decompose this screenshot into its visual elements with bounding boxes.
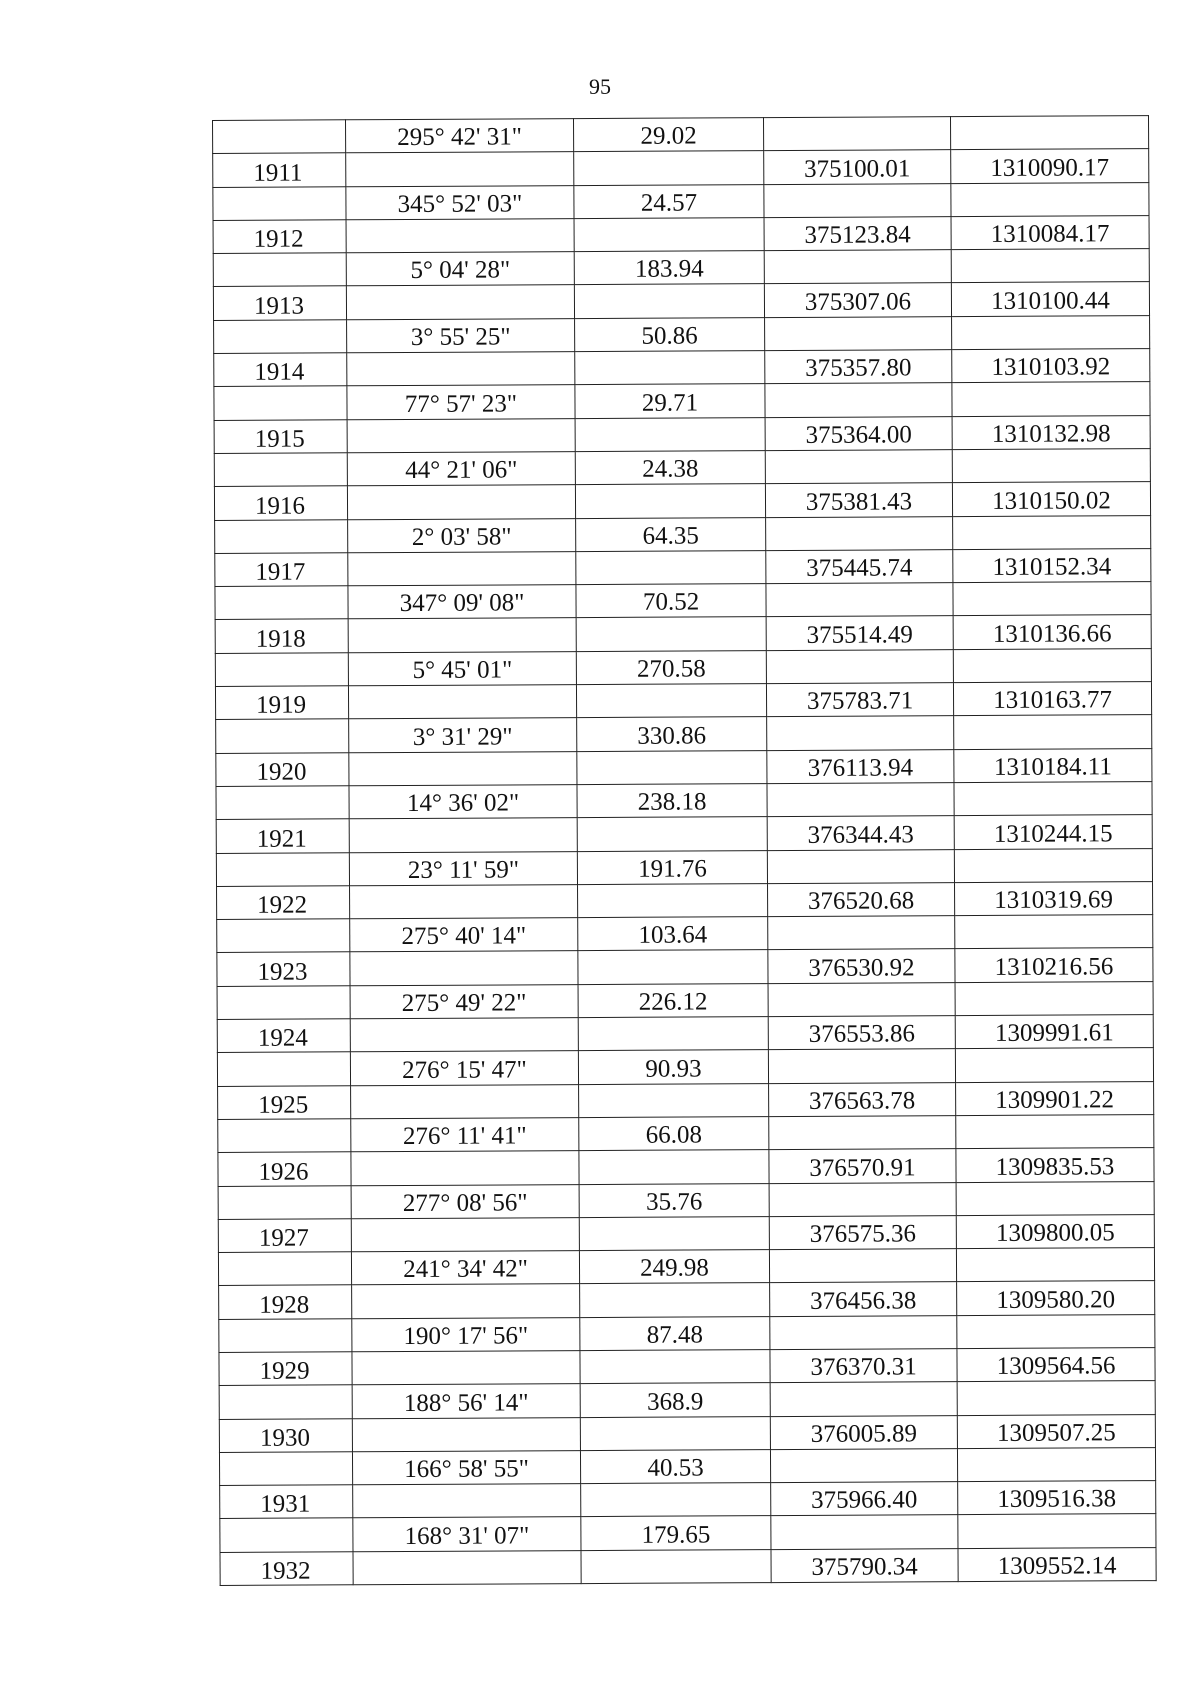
easting-coordinate: 1310152.34 <box>953 548 1151 582</box>
table-row <box>216 848 1152 886</box>
northing-coordinate: 376344.43 <box>767 816 954 850</box>
table-row <box>214 415 1150 453</box>
bearing-value <box>349 751 577 785</box>
northing-coordinate: 375357.80 <box>765 350 952 384</box>
bearing-value: 295° 42' 31" <box>346 119 574 153</box>
table-row <box>219 1314 1155 1352</box>
table-row <box>213 116 1149 154</box>
station-number: 1914 <box>214 353 347 387</box>
bearing-value: 3° 31' 29" <box>349 718 577 752</box>
table-row <box>213 282 1149 320</box>
easting-coordinate <box>953 648 1151 682</box>
distance-value: 50.86 <box>575 317 765 351</box>
northing-coordinate <box>766 649 953 683</box>
northing-coordinate: 376575.36 <box>769 1215 956 1249</box>
station-number <box>217 919 350 953</box>
bearing-value <box>352 1417 580 1451</box>
northing-coordinate <box>765 383 952 417</box>
bearing-value <box>352 1284 580 1318</box>
station-number <box>218 1185 351 1219</box>
station-number: 1927 <box>218 1219 351 1253</box>
northing-coordinate: 376456.38 <box>770 1282 957 1316</box>
station-number: 1929 <box>219 1352 352 1386</box>
northing-coordinate: 376530.92 <box>768 949 955 983</box>
easting-coordinate <box>952 449 1150 483</box>
table-row <box>217 881 1153 919</box>
bearing-value <box>349 818 577 852</box>
station-number <box>214 386 347 420</box>
easting-coordinate <box>955 981 1153 1015</box>
station-number <box>213 253 346 287</box>
table-row <box>213 249 1149 287</box>
bearing-value: 277° 08' 56" <box>351 1184 579 1218</box>
table-row <box>216 815 1152 853</box>
table-row <box>215 515 1151 553</box>
traverse-table-body <box>213 116 1157 1586</box>
station-number: 1930 <box>219 1418 352 1452</box>
easting-coordinate <box>954 715 1152 749</box>
northing-coordinate <box>770 1382 957 1416</box>
table-row <box>218 1148 1154 1186</box>
northing-coordinate: 376570.91 <box>769 1149 956 1183</box>
easting-coordinate <box>955 915 1153 949</box>
northing-coordinate <box>763 117 950 151</box>
distance-value: 70.52 <box>576 584 766 618</box>
bearing-value: 347° 09' 08" <box>348 585 576 619</box>
distance-value <box>574 218 764 252</box>
bearing-value: 23° 11' 59" <box>349 851 577 885</box>
easting-coordinate: 1309800.05 <box>956 1214 1154 1248</box>
easting-coordinate: 1309516.38 <box>958 1481 1156 1515</box>
table-row <box>213 182 1149 220</box>
station-number: 1922 <box>217 886 350 920</box>
easting-coordinate: 1310184.11 <box>954 748 1152 782</box>
table-row <box>219 1447 1155 1485</box>
bearing-value <box>348 551 576 585</box>
distance-value <box>574 284 764 318</box>
distance-value: 29.71 <box>575 384 765 418</box>
station-number <box>214 320 347 354</box>
northing-coordinate <box>767 849 954 883</box>
station-number: 1923 <box>217 952 350 986</box>
northing-coordinate: 375790.34 <box>771 1548 958 1582</box>
easting-coordinate <box>952 382 1150 416</box>
distance-value: 87.48 <box>580 1316 770 1350</box>
table-row <box>217 948 1153 986</box>
station-number: 1928 <box>219 1285 352 1319</box>
bearing-value: 276° 15' 47" <box>350 1051 578 1085</box>
table-row <box>214 382 1150 420</box>
distance-value: 226.12 <box>578 983 768 1017</box>
northing-coordinate: 376553.86 <box>768 1016 955 1050</box>
bearing-value: 5° 45' 01" <box>348 651 576 685</box>
distance-value: 103.64 <box>578 917 768 951</box>
distance-value: 191.76 <box>577 850 767 884</box>
table-row <box>217 1048 1153 1086</box>
station-number: 1916 <box>214 486 347 520</box>
easting-coordinate <box>951 249 1149 283</box>
northing-coordinate: 375783.71 <box>766 683 953 717</box>
easting-coordinate <box>957 1314 1155 1348</box>
distance-value: 330.86 <box>577 717 767 751</box>
bearing-value <box>346 218 574 252</box>
easting-coordinate: 1309552.14 <box>958 1547 1156 1581</box>
easting-coordinate: 1310150.02 <box>952 482 1150 516</box>
station-number <box>215 519 348 553</box>
distance-value: 24.38 <box>575 451 765 485</box>
easting-coordinate <box>956 1248 1154 1282</box>
distance-value: 249.98 <box>579 1250 769 1284</box>
table-row <box>217 1015 1153 1053</box>
easting-coordinate <box>956 1181 1154 1215</box>
easting-coordinate: 1310084.17 <box>951 215 1149 249</box>
station-number <box>218 1119 351 1153</box>
northing-coordinate: 375100.01 <box>764 150 951 184</box>
easting-coordinate <box>957 1447 1155 1481</box>
northing-coordinate <box>769 1249 956 1283</box>
distance-value: 238.18 <box>577 784 767 818</box>
northing-coordinate <box>765 316 952 350</box>
distance-value: 35.76 <box>579 1183 769 1217</box>
station-number <box>216 719 349 753</box>
station-number: 1932 <box>220 1552 353 1586</box>
distance-value <box>576 617 766 651</box>
distance-value <box>580 1350 770 1384</box>
northing-coordinate <box>764 250 951 284</box>
easting-coordinate <box>952 315 1150 349</box>
station-number <box>213 120 346 154</box>
page-number: 95 <box>589 74 611 99</box>
station-number <box>216 852 349 886</box>
station-number: 1931 <box>220 1485 353 1519</box>
bearing-value <box>351 1151 579 1185</box>
northing-coordinate: 375966.40 <box>771 1482 958 1516</box>
northing-coordinate: 375514.49 <box>766 616 953 650</box>
bearing-value: 188° 56' 14" <box>352 1384 580 1418</box>
station-number: 1912 <box>213 220 346 254</box>
northing-coordinate <box>770 1448 957 1482</box>
easting-coordinate <box>954 782 1152 816</box>
table-row <box>215 648 1151 686</box>
station-number <box>219 1385 352 1419</box>
distance-value: 40.53 <box>580 1449 770 1483</box>
distance-value <box>575 484 765 518</box>
distance-value <box>578 950 768 984</box>
bearing-value: 168° 31' 07" <box>353 1517 581 1551</box>
northing-coordinate: 375445.74 <box>766 549 953 583</box>
distance-value: 183.94 <box>574 251 764 285</box>
distance-value <box>581 1549 771 1583</box>
bearing-value: 14° 36' 02" <box>349 785 577 819</box>
station-number: 1915 <box>214 419 347 453</box>
station-number <box>219 1318 352 1352</box>
table-row <box>214 482 1150 520</box>
bearing-value <box>350 1018 578 1052</box>
bearing-value <box>353 1550 581 1584</box>
easting-coordinate: 1309564.56 <box>957 1348 1155 1382</box>
bearing-value <box>351 1217 579 1251</box>
table-row <box>213 215 1149 253</box>
easting-coordinate: 1309901.22 <box>956 1081 1154 1115</box>
station-number: 1918 <box>215 619 348 653</box>
station-number <box>215 653 348 687</box>
distance-value: 29.02 <box>573 118 763 152</box>
bearing-value <box>351 1084 579 1118</box>
northing-coordinate <box>766 583 953 617</box>
northing-coordinate: 375381.43 <box>765 483 952 517</box>
northing-coordinate <box>767 783 954 817</box>
northing-coordinate <box>770 1315 957 1349</box>
distance-value: 90.93 <box>578 1050 768 1084</box>
northing-coordinate: 375364.00 <box>765 416 952 450</box>
northing-coordinate: 376370.31 <box>770 1349 957 1383</box>
table-row <box>216 782 1152 820</box>
station-number <box>219 1452 352 1486</box>
distance-value <box>578 1017 768 1051</box>
bearing-value <box>350 884 578 918</box>
table-row <box>218 1114 1154 1152</box>
northing-coordinate <box>769 1116 956 1150</box>
northing-coordinate <box>768 982 955 1016</box>
bearing-value: 190° 17' 56" <box>352 1317 580 1351</box>
station-number <box>220 1518 353 1552</box>
easting-coordinate: 1310100.44 <box>951 282 1149 316</box>
distance-value <box>575 417 765 451</box>
station-number <box>217 986 350 1020</box>
station-number: 1911 <box>213 153 346 187</box>
distance-value <box>576 550 766 584</box>
table-row <box>219 1281 1155 1319</box>
distance-value <box>579 1083 769 1117</box>
traverse-table <box>212 115 1157 1586</box>
distance-value <box>580 1416 770 1450</box>
distance-value <box>577 750 767 784</box>
bearing-value: 166° 58' 55" <box>352 1450 580 1484</box>
distance-value: 24.57 <box>574 184 764 218</box>
easting-coordinate: 1310136.66 <box>953 615 1151 649</box>
table-row <box>216 715 1152 753</box>
distance-value: 64.35 <box>576 517 766 551</box>
distance-value <box>574 151 764 185</box>
northing-coordinate <box>764 183 951 217</box>
bearing-value <box>353 1484 581 1518</box>
bearing-value: 44° 21' 06" <box>347 452 575 486</box>
bearing-value: 5° 04' 28" <box>346 252 574 286</box>
bearing-value: 2° 03' 58" <box>348 518 576 552</box>
station-number: 1917 <box>215 553 348 587</box>
table-row <box>217 981 1153 1019</box>
bearing-value: 77° 57' 23" <box>347 385 575 419</box>
easting-coordinate: 1309835.53 <box>956 1148 1154 1182</box>
station-number <box>216 786 349 820</box>
table-row <box>218 1081 1154 1119</box>
northing-coordinate: 376520.68 <box>768 882 955 916</box>
bearing-value <box>346 152 574 186</box>
easting-coordinate: 1310319.69 <box>955 881 1153 915</box>
distance-value <box>581 1483 771 1517</box>
station-number <box>217 1052 350 1086</box>
northing-coordinate <box>767 716 954 750</box>
table-row <box>215 582 1151 620</box>
table-row <box>215 548 1151 586</box>
station-number: 1924 <box>217 1019 350 1053</box>
easting-coordinate <box>951 182 1149 216</box>
easting-coordinate <box>953 515 1151 549</box>
bearing-value <box>346 285 574 319</box>
table-row <box>217 915 1153 953</box>
easting-coordinate: 1310103.92 <box>952 349 1150 383</box>
distance-value: 368.9 <box>580 1383 770 1417</box>
station-number: 1925 <box>218 1085 351 1119</box>
bearing-value: 241° 34' 42" <box>351 1251 579 1285</box>
bearing-value: 276° 11' 41" <box>351 1117 579 1151</box>
table-row <box>215 615 1151 653</box>
easting-coordinate: 1310216.56 <box>955 948 1153 982</box>
bearing-value: 3° 55' 25" <box>347 318 575 352</box>
station-number <box>213 186 346 220</box>
easting-coordinate: 1309991.61 <box>955 1015 1153 1049</box>
table-row <box>216 748 1152 786</box>
northing-coordinate: 376113.94 <box>767 749 954 783</box>
northing-coordinate: 375123.84 <box>764 217 951 251</box>
easting-coordinate <box>955 1048 1153 1082</box>
northing-coordinate: 376563.78 <box>769 1082 956 1116</box>
easting-coordinate <box>957 1381 1155 1415</box>
northing-coordinate: 375307.06 <box>764 283 951 317</box>
northing-coordinate <box>766 516 953 550</box>
station-number: 1919 <box>215 686 348 720</box>
table-row <box>220 1481 1156 1519</box>
bearing-value <box>352 1351 580 1385</box>
table-row <box>219 1348 1155 1386</box>
distance-value <box>576 684 766 718</box>
easting-coordinate <box>956 1114 1154 1148</box>
station-number <box>214 453 347 487</box>
table-row <box>219 1414 1155 1452</box>
distance-value <box>579 1216 769 1250</box>
distance-value: 66.08 <box>579 1117 769 1151</box>
bearing-value <box>348 685 576 719</box>
distance-value <box>578 883 768 917</box>
easting-coordinate <box>958 1514 1156 1548</box>
table-row <box>219 1381 1155 1419</box>
easting-coordinate <box>954 848 1152 882</box>
easting-coordinate <box>953 582 1151 616</box>
easting-coordinate: 1310090.17 <box>951 149 1149 183</box>
table-row <box>218 1181 1154 1219</box>
station-number: 1921 <box>216 819 349 853</box>
station-number <box>215 586 348 620</box>
bearing-value: 275° 49' 22" <box>350 984 578 1018</box>
station-number: 1920 <box>216 752 349 786</box>
easting-coordinate: 1310132.98 <box>952 415 1150 449</box>
bearing-value: 345° 52' 03" <box>346 185 574 219</box>
northing-coordinate <box>765 450 952 484</box>
table-row <box>214 315 1150 353</box>
bearing-value <box>347 418 575 452</box>
station-number <box>218 1252 351 1286</box>
table-row <box>213 149 1149 187</box>
bearing-value <box>348 618 576 652</box>
easting-coordinate: 1309580.20 <box>957 1281 1155 1315</box>
distance-value: 179.65 <box>581 1516 771 1550</box>
table-row <box>220 1514 1156 1552</box>
station-number: 1926 <box>218 1152 351 1186</box>
easting-coordinate <box>950 116 1148 150</box>
bearing-value <box>347 485 575 519</box>
distance-value <box>580 1283 770 1317</box>
easting-coordinate: 1309507.25 <box>957 1414 1155 1448</box>
northing-coordinate <box>771 1515 958 1549</box>
northing-coordinate: 376005.89 <box>770 1415 957 1449</box>
table-row <box>214 349 1150 387</box>
easting-coordinate: 1310244.15 <box>954 815 1152 849</box>
distance-value: 270.58 <box>576 650 766 684</box>
northing-coordinate <box>768 916 955 950</box>
table-row <box>214 449 1150 487</box>
table-row <box>220 1547 1156 1585</box>
northing-coordinate <box>769 1182 956 1216</box>
bearing-value <box>350 951 578 985</box>
table-row <box>218 1214 1154 1252</box>
northing-coordinate <box>768 1049 955 1083</box>
table-row <box>218 1248 1154 1286</box>
distance-value <box>577 817 767 851</box>
distance-value <box>579 1150 769 1184</box>
bearing-value: 275° 40' 14" <box>350 918 578 952</box>
easting-coordinate: 1310163.77 <box>953 682 1151 716</box>
station-number: 1913 <box>213 286 346 320</box>
table-row <box>215 682 1151 720</box>
distance-value <box>575 351 765 385</box>
bearing-value <box>347 352 575 386</box>
